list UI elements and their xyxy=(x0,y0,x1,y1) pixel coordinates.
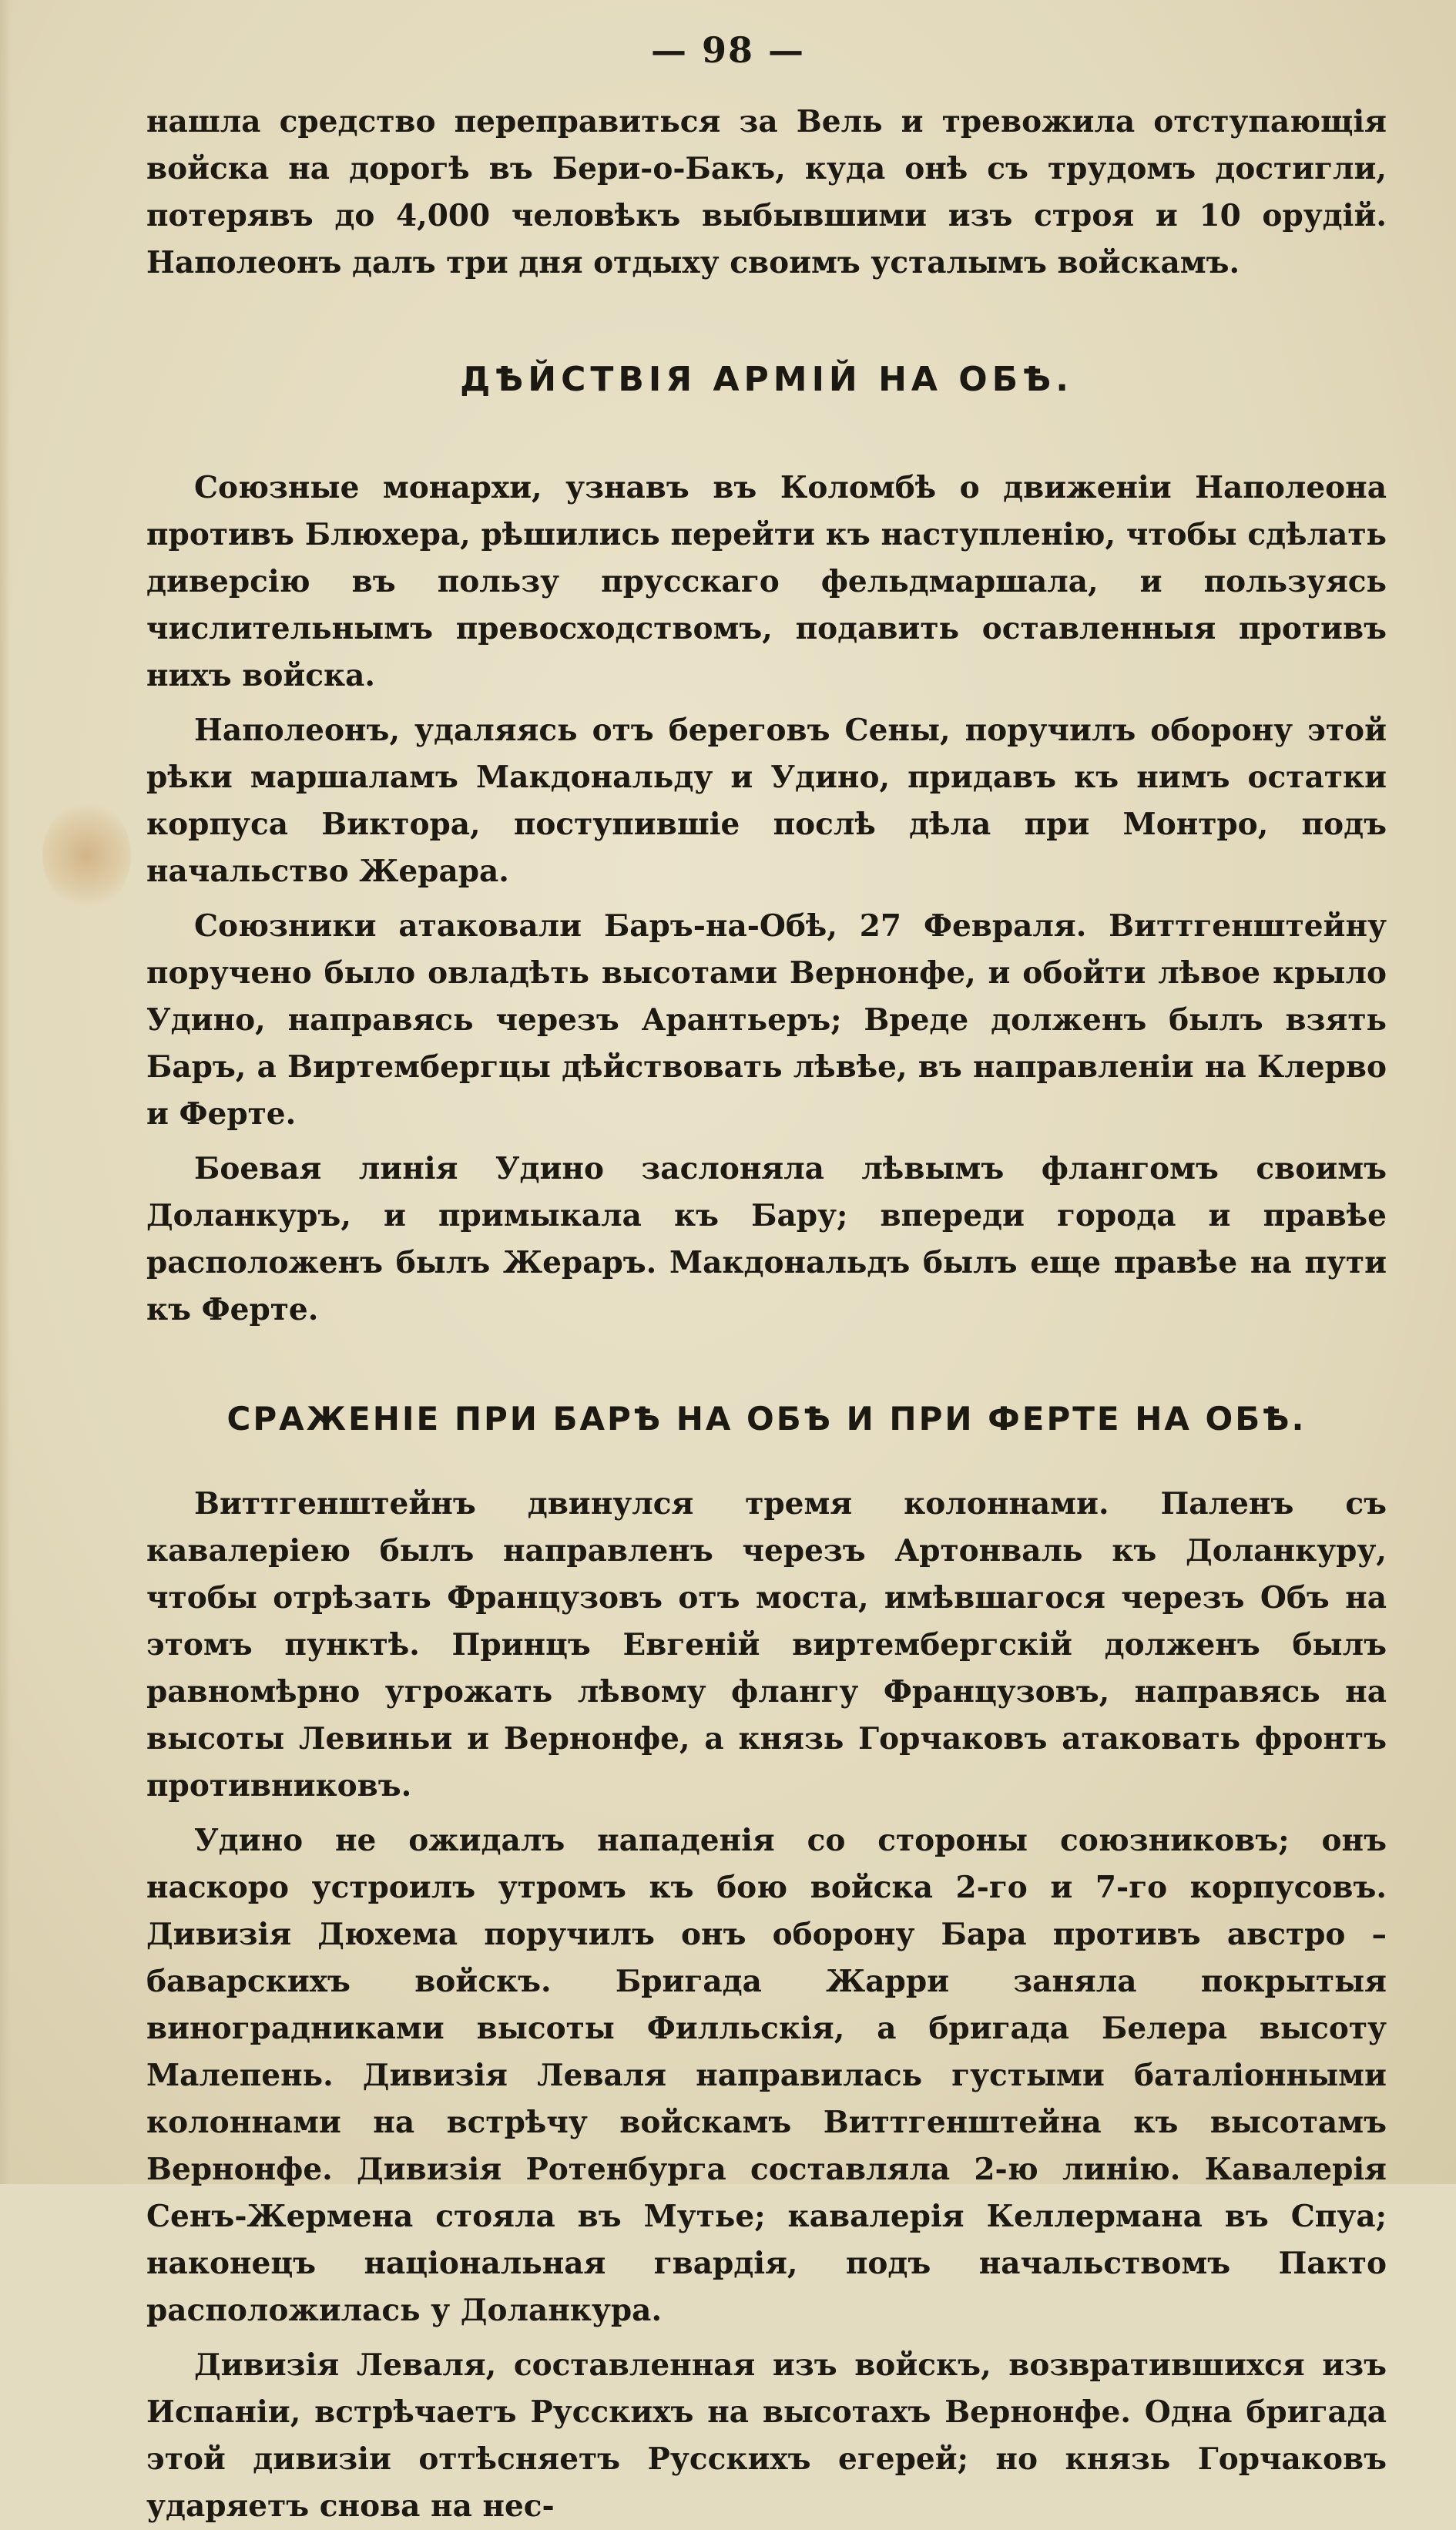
paragraph: Наполеонъ, удаляясь отъ береговъ Сены, поручилъ оборону этой рѣки маршаламъ Макдональду и Удино, придавъ къ нимъ остатки корпуса Виктора, поступившіе послѣ дѣла при Монтро, подъ начальство Жерара. xyxy=(146,713,1387,889)
paragraph: Союзные монархи, узнавъ въ Коломбѣ о движеніи Наполеона противъ Блюхера, рѣшились перейти къ наступленію, чтобы сдѣлать диверсію въ пользу прусскаго фельдмаршала, и пользуясь числительнымъ превосходствомъ, подавить оставленныя противъ нихъ войска. xyxy=(146,470,1387,693)
paragraph: Удино не ожидалъ нападенія со стороны союзниковъ; онъ наскоро устроилъ утромъ къ бою войска 2-го и 7-го корпусовъ. Дивизія Дюхема поручилъ онъ оборону Бара противъ австро – баварскихъ войскъ. Бригада Жарри заняла покрытыя виноградниками высоты Филльскія, а бригада Белера высоту Малепень. Дивизія Леваля направилась густыми баталіонными колоннами на встрѣчу войскамъ Виттгенштейна къ высотамъ Вернонфе. Дивизія Ротенбурга составляла 2-ю линію. Кавалерія Сенъ-Жермена стояла въ Мутье; кавалерія Келлермана въ Спуа; наконецъ національная гвардія, подъ начальствомъ Пакто расположилась у Доланкура. xyxy=(146,1823,1387,2328)
paragraph: Виттгенштейнъ двинулся тремя колоннами. Паленъ съ кавалеріею былъ направленъ черезъ Артонваль къ Доланкуру, чтобы отрѣзать Французовъ отъ моста, имѣвшагося черезъ Объ на этомъ пунктѣ. Принцъ Евгеній виртембергскій долженъ былъ равномѣрно угрожать лѣвому флангу Французовъ, направясь на высоты Левиньи и Вернонфе, а князь Горчаковъ атаковать фронтъ противниковъ. xyxy=(146,1486,1387,1804)
page-edge-shadow xyxy=(0,0,11,2184)
paper-stain xyxy=(42,801,131,909)
page-number: — 98 — xyxy=(650,29,806,71)
paragraph: Боевая линія Удино заслоняла лѣвымъ флангомъ своимъ Доланкуръ, и примыкала къ Бару; впереди города и правѣе расположенъ былъ Жераръ. Макдональдъ былъ еще правѣе на пути къ Ферте. xyxy=(146,1151,1387,1327)
paragraph-continued: нашла средство переправиться за Вель и тревожила отступающія войска на дорогѣ въ Бери-о-Бакъ, куда онѣ съ трудомъ достигли, потерявъ до 4,000 человѣкъ выбывшими изъ строя и 10 орудій. Наполеонъ далъ три дня отдыху своимъ усталымъ войскамъ. xyxy=(146,104,1387,280)
paragraph: Союзники атаковали Баръ-на-Обѣ, 27 Февраля. Виттгенштейну поручено было овладѣть высотами Вернонфе, и обойти лѣвое крыло Удино, направясь черезъ Арантьеръ; Вреде долженъ былъ взять Баръ, а Виртембергцы дѣйствовать лѣвѣе, въ направленіи на Клерво и Ферте. xyxy=(146,908,1387,1132)
section-heading-actions-on-aube: ДѢЙСТВІЯ АРМІЙ НА ОБѢ. xyxy=(460,360,1073,399)
section-heading-battle-bar-sur-aube: СРАЖЕНІЕ ПРИ БАРѢ НА ОБѢ И ПРИ ФЕРТЕ НА ОБѢ. xyxy=(226,1400,1307,1438)
page-text xyxy=(146,99,1387,2530)
paragraph: Дивизія Леваля, составленная изъ войскъ, возвратившихся изъ Испаніи, встрѣчаетъ Русскихъ на высотахъ Вернонфе. Одна бригада этой дивизіи оттѣсняетъ Русскихъ егерей; но князь Горчаковъ ударяетъ снова на нес- xyxy=(146,2347,1387,2524)
